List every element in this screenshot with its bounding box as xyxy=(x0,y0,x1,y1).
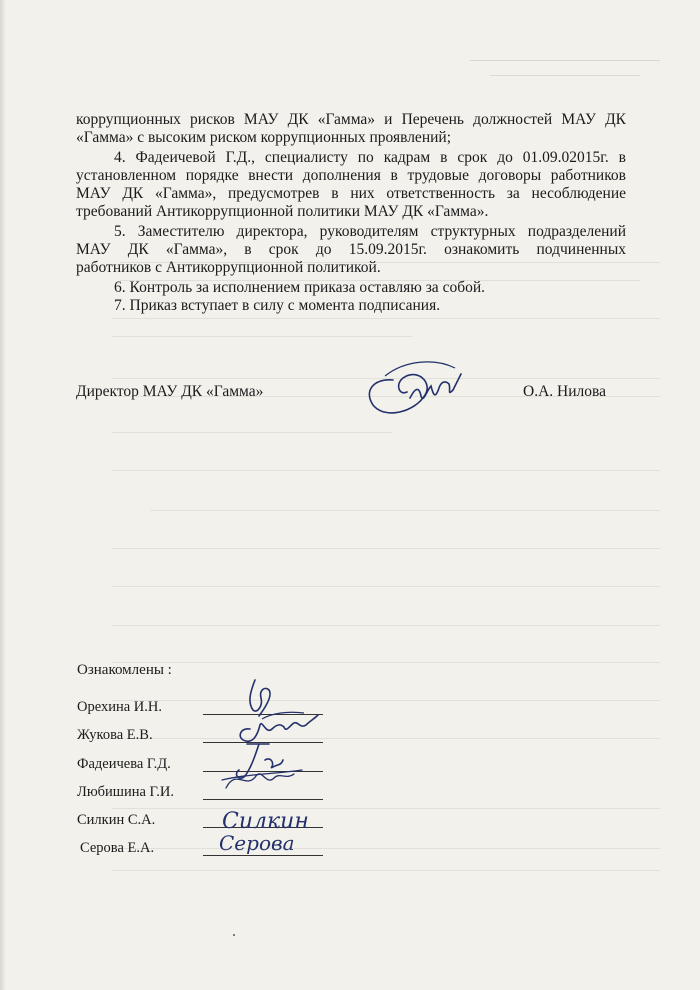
acquainted-person: Любишина Г.И. xyxy=(77,784,175,800)
director-name: О.А. Нилова xyxy=(523,383,606,400)
acquainted-person: Фадеичева Г.Д. xyxy=(77,756,171,772)
acquainted-person: Жукова Е.В. xyxy=(77,727,153,743)
signature-serova-image xyxy=(215,826,325,860)
page-speck xyxy=(233,934,235,936)
director-signature-image xyxy=(355,350,465,420)
body-line: 5. Заместителю директора, руководителям структурных подразделений xyxy=(114,223,626,240)
acquainted-header: Ознакомлены : xyxy=(77,662,172,678)
body-line: работников с Антикоррупционной политикой. xyxy=(76,259,381,276)
body-line: коррупционных рисков МАУ ДК «Гамма» и Перечень должностей МАУ ДК xyxy=(76,111,626,128)
signature-serova-text: Серова xyxy=(219,831,295,855)
body-line: МАУ ДК «Гамма», предусмотрев в них ответственность за несоблюдение xyxy=(76,185,626,202)
body-line: 7. Приказ вступает в силу с момента подписания. xyxy=(114,297,441,314)
body-line: 6. Контроль за исполнением приказа оставляю за собой. xyxy=(114,279,486,296)
signature-silkin-text: Силкин xyxy=(222,809,309,834)
body-line: установленном порядке внести дополнения в трудовые договоры работников xyxy=(76,167,626,184)
signature-lyubishina-image xyxy=(216,760,306,800)
body-line: «Гамма» с высоким риском коррупционных проявлений; xyxy=(76,129,452,146)
acquainted-person: Серова Е.А. xyxy=(80,840,155,856)
acquainted-person: Орехина И.Н. xyxy=(77,699,162,715)
body-line: требований Антикоррупционной политики МАУ ДК «Гамма». xyxy=(76,203,489,220)
body-line: МАУ ДК «Гамма», в срок до 15.09.2015г. ознакомить подчиненных xyxy=(76,241,626,258)
director-position: Директор МАУ ДК «Гамма» xyxy=(76,383,264,400)
page-edge-shadow xyxy=(0,0,6,990)
body-line: 4. Фадеичевой Г.Д., специалисту по кадрам в срок до 01.09.02015г. в xyxy=(114,149,626,166)
acquainted-person: Силкин С.А. xyxy=(77,812,156,828)
